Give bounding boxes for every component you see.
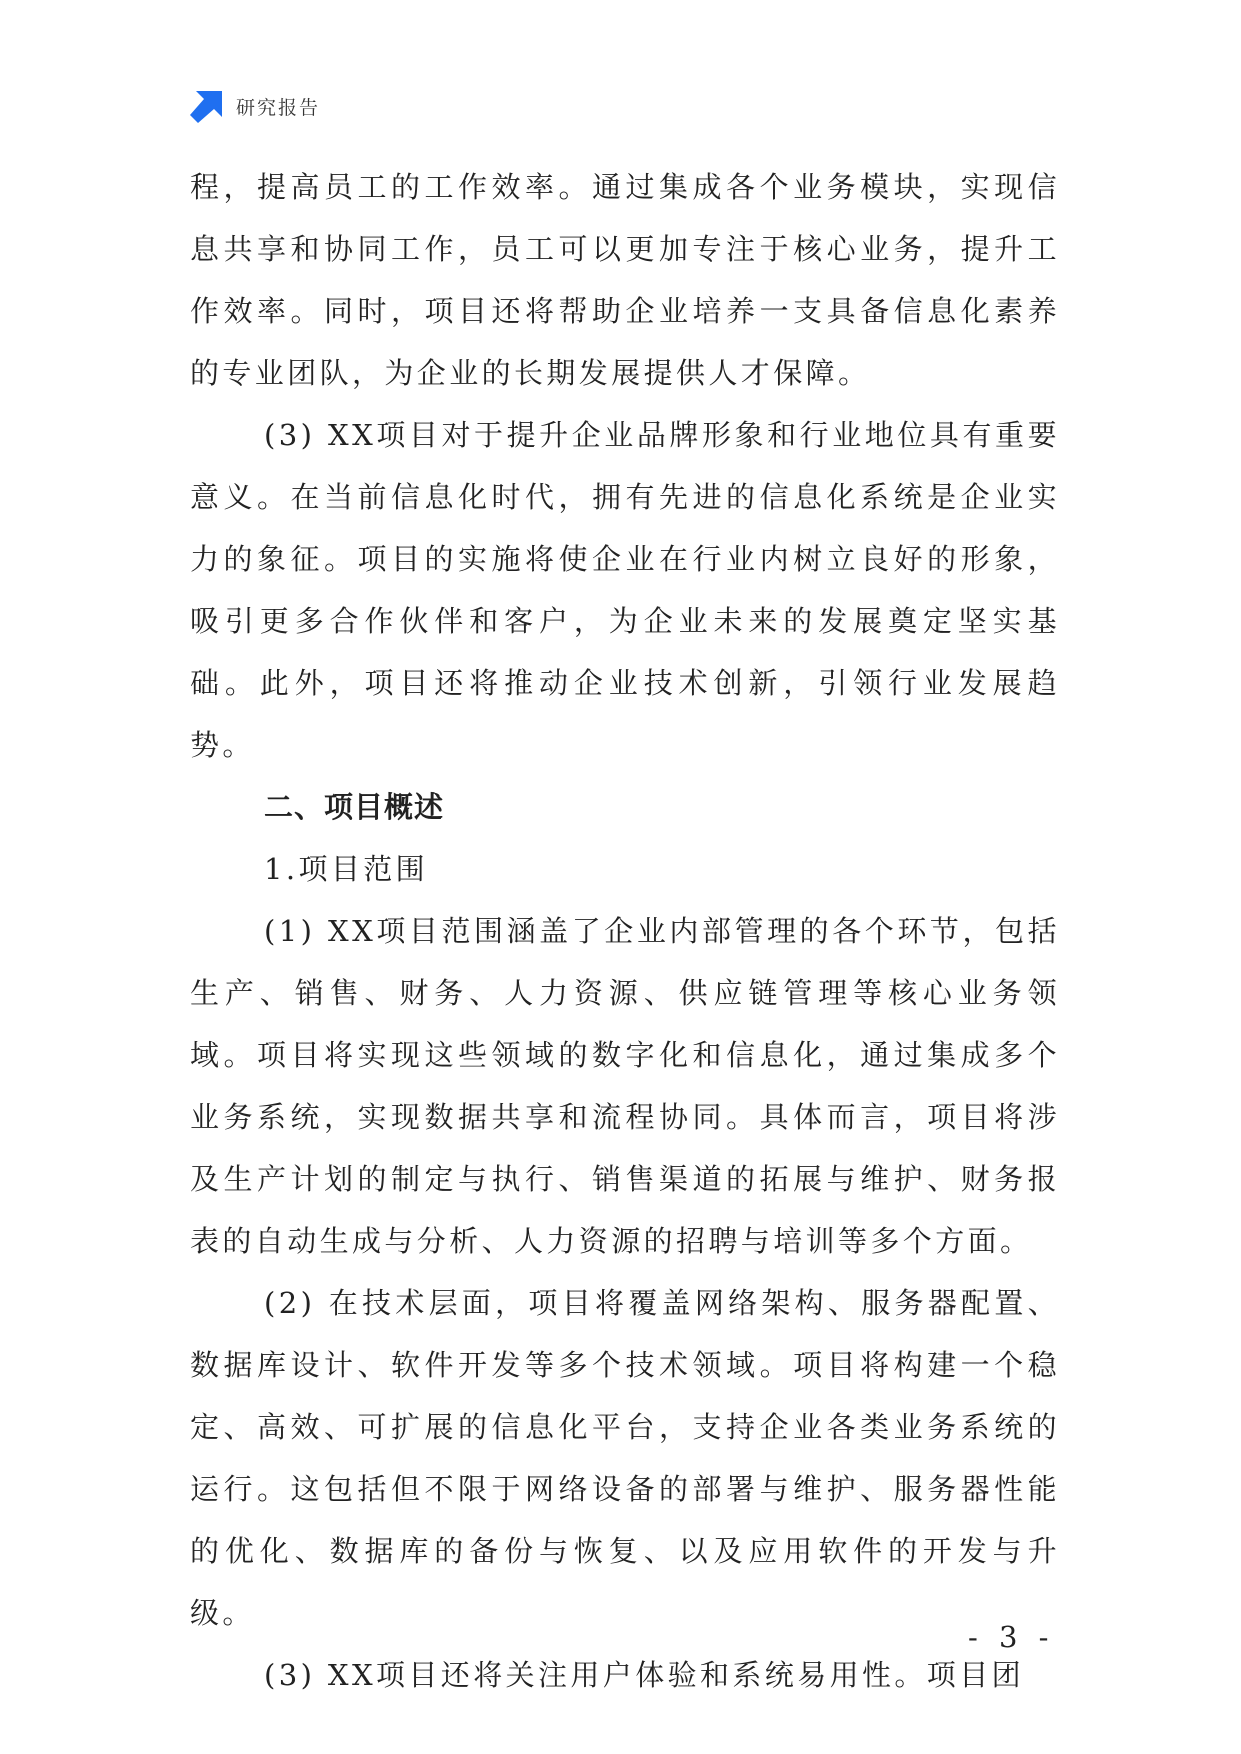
subsection-heading: 1.项目范围 xyxy=(264,852,429,886)
header-title: 研究报告 xyxy=(236,96,321,119)
paragraph-scope-3: (3) XX项目还将关注用户体验和系统易用性。项目团 xyxy=(264,1658,1024,1692)
section-heading: 二、项目概述 xyxy=(264,790,445,824)
document-body xyxy=(190,156,1060,1706)
paragraph-continuation: 程，提高员工的工作效率。通过集成各个业务模块，实现信息共享和协同工作，员工可以更加专注于核心业务，提升工作效率。同时，项目还将帮助企业培养一支具备信息化素养的专业团队，为企业的长期发展提供人才保障。 xyxy=(190,170,1060,390)
page-number: - 3 - xyxy=(968,1620,1055,1654)
paragraph-scope-2: (2) 在技术层面，项目将覆盖网络架构、服务器配置、数据库设计、软件开发等多个技术领域。项目将构建一个稳定、高效、可扩展的信息化平台，支持企业各类业务系统的运行。这包括但不限于网络设备的部署与维护、服务器性能的优化、数据库的备份与恢复、以及应用软件的开发与升级。 xyxy=(190,1286,1060,1630)
arrow-up-right-logo-icon xyxy=(190,89,224,123)
page-header xyxy=(190,88,320,124)
paragraph-scope-1: (1) XX项目范围涵盖了企业内部管理的各个环节，包括生产、销售、财务、人力资源、供应链管理等核心业务领域。项目将实现这些领域的数字化和信息化，通过集成多个业务系统，实现数据共享和流程协同。具体而言，项目将涉及生产计划的制定与执行、销售渠道的拓展与维护、财务报表的自动生成与分析、人力资源的招聘与培训等多个方面。 xyxy=(190,914,1060,1258)
paragraph-brand-image: (3) XX项目对于提升企业品牌形象和行业地位具有重要意义。在当前信息化时代，拥有先进的信息化系统是企业实力的象征。项目的实施将使企业在行业内树立良好的形象，吸引更多合作伙伴和客户，为企业未来的发展奠定坚实基础。此外，项目还将推动企业技术创新，引领行业发展趋势。 xyxy=(190,418,1060,762)
